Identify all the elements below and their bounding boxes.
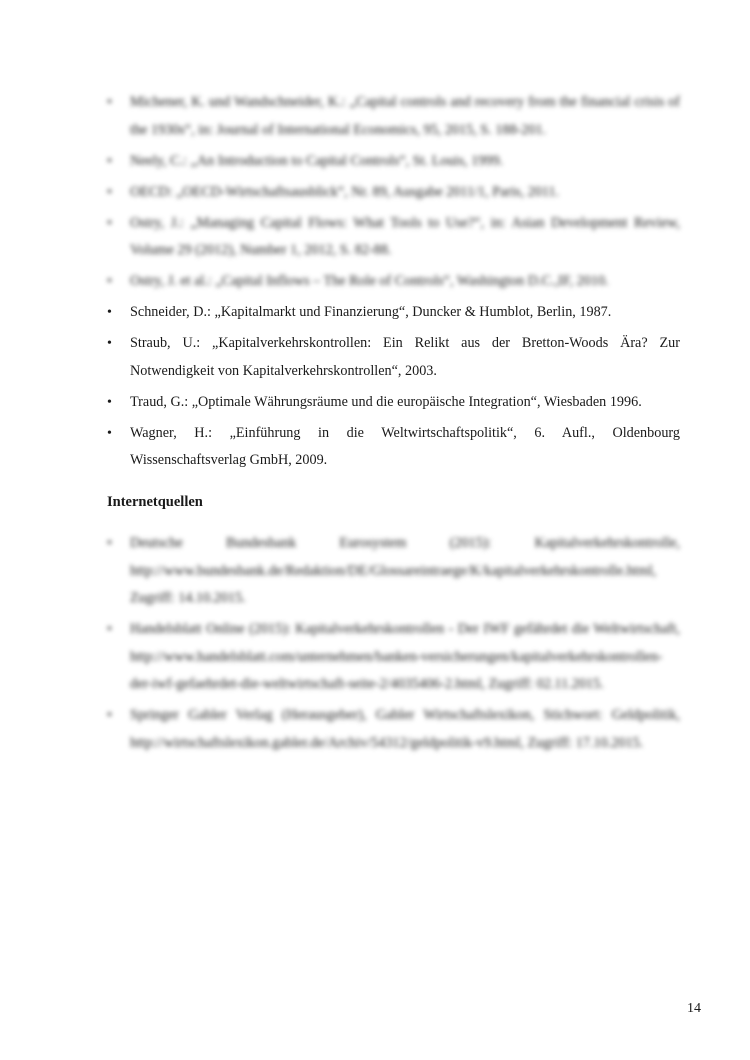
reference-item: • Handelsblatt Online (2015): Kapitalverkehrskontrollen - Der IWF gefährdet die Weltwirtschaft, http://www.handelsblatt.com/unternehmen/banken-versicherungen/kapitalverkehrskontrollen-der-iwf-gefaehrdet-die-weltwirtschaft-seite-2/4035406-2.html, Zugriff: 02.11.2015. [130,616,680,699]
page-number: 14 [687,1001,701,1016]
reference-item: • Neely, C.: „An Introduction to Capital Controls“, St. Louis, 1999. [130,148,680,176]
reference-item: • Traud, G.: „Optimale Währungsräume und die europäische Integration“, Wiesbaden 1996. [130,389,680,417]
reference-item: • OECD: „OECD-Wirtschaftsausblick“, Nr. 89, Ausgabe 2011/1, Paris, 2011. [130,179,680,207]
reference-item: • Schneider, D.: „Kapitalmarkt und Finanzierung“, Duncker & Humblot, Berlin, 1987. [130,299,680,327]
internet-reference-list [130,530,680,761]
reference-item: • Deutsche Bundesbank Eurosystem (2015): Kapitalverkehrskontrolle, http://www.bundesbank.de/Redaktion/DE/Glossareintraege/K/kapitalverkehrskontrolle.html, Zugriff: 14.10.2015. [130,530,680,613]
reference-list [130,89,680,478]
reference-item: • Springer Gabler Verlag (Herausgeber), Gabler Wirtschaftslexikon, Stichwort: Geldpolitik, http://wirtschaftslexikon.gabler.de/Archiv/54312/geldpolitik-v9.html, Zugriff: 17.10.2015. [130,702,680,757]
reference-item: • Wagner, H.: „Einführung in die Weltwirtschaftspolitik“, 6. Aufl., Oldenbourg Wissenschaftsverlag GmbH, 2009. [130,420,680,475]
reference-item: • Ostry, J.: „Managing Capital Flows: What Tools to Use?“, in: Asian Development Review, Volume 29 (2012), Number 1, 2012, S. 82-88. [130,210,680,265]
reference-item: • Straub, U.: „Kapitalverkehrskontrollen: Ein Relikt aus der Bretton-Woods Ära? Zur Notwendigkeit von Kapitalverkehrskontrollen“, 2003. [130,330,680,385]
section-heading-internetquellen: Internetquellen [107,494,203,510]
reference-item: • Michener, K. und Wandschneider, K.: „Capital controls and recovery from the financial crisis of the 1930s“, in: Journal of International Economics, 95, 2015, S. 188-201. [130,89,680,144]
reference-item: • Ostry, J. et al.: „Capital Inflows – The Role of Controls“, Washington D.C.,IF, 2010. [130,268,680,296]
